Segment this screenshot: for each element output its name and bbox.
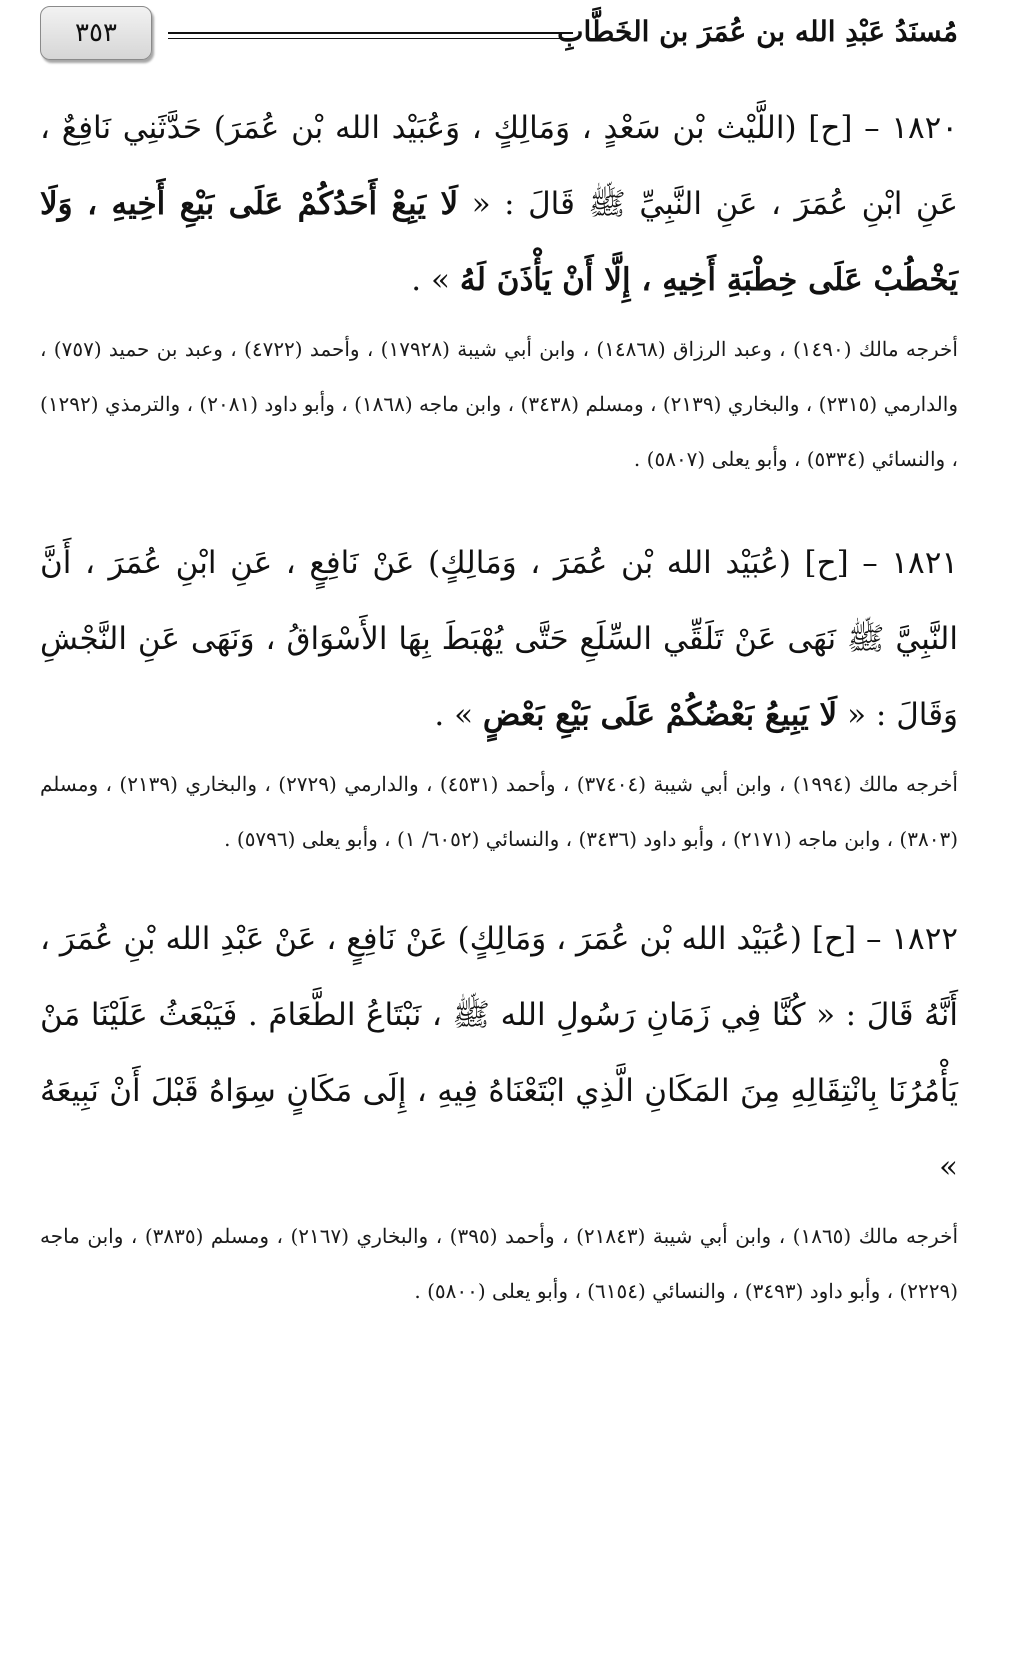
page-number: ٣٥٣ — [75, 18, 117, 48]
takhrij-note: أخرجه مالك (١٩٩٤) ، وابن أبي شيبة (٣٧٤٠٤) ، وأحمد (٤٥٣١) ، والدارمي (٢٧٢٩) ، والبخاري (٢١٣٩) ، ومسلم (٣٨٠٣) ، وابن ماجه (٢١٧١) ، وأبو داود (٣٤٣٦) ، والنسائي (٦٠٥٢/ ١) ، وأبو يعلى (٥٧٩٦) . — [40, 772, 958, 851]
hadith-text — [40, 90, 958, 318]
page-header — [40, 6, 958, 66]
hadith-matn: لَا يَبِعْ أَحَدُكُمْ عَلَى بَيْعِ أَخِيهِ ، وَلَا يَخْطُبْ عَلَى خِطْبَةِ أَخِيهِ ، إِلَّا أَنْ يَأْذَنَ لَهُ — [40, 186, 958, 298]
hadith-1821 — [40, 525, 958, 867]
takhrij-note: أخرجه مالك (١٤٩٠) ، وعبد الرزاق (١٤٨٦٨) ، وابن أبي شيبة (١٧٩٢٨) ، وأحمد (٤٧٢٢) ، وعبد بن حميد (٧٥٧) ، والدارمي (٢٣١٥) ، والبخاري (٢١٣٩) ، ومسلم (٣٤٣٨) ، وابن ماجه (١٨٦٨) ، وأبو داود (٢٠٨١) ، والترمذي (١٢٩٢) ، والنسائي (٥٣٣٤) ، وأبو يعلى (٥٨٠٧) . — [40, 337, 958, 471]
takhrij-note: أخرجه مالك (١٨٦٥) ، وابن أبي شيبة (٢١٨٤٣) ، وأحمد (٣٩٥) ، والبخاري (٢١٦٧) ، ومسلم (٣٨٣٥) ، وابن ماجه (٢٢٢٩) ، وأبو داود (٣٤٩٣) ، والنسائي (٦١٥٤) ، وأبو يعلى (٥٨٠٠) . — [40, 1224, 959, 1303]
page-content — [40, 90, 958, 1319]
hadith-number: ١٨٢٠ – — [864, 110, 958, 146]
hadith-closing: » . — [411, 262, 450, 298]
hadith-number: ١٨٢٢ – — [865, 921, 958, 957]
spacer — [40, 487, 958, 525]
hadith-1820 — [40, 90, 958, 487]
page-number-tab — [40, 6, 152, 60]
hadith-closing: » . — [434, 697, 474, 733]
running-title: مُسنَدُ عَبْدِ الله بن عُمَرَ بن الخَطَّابِ — [557, 15, 958, 48]
hadith-matn: لَا يَبِيعُ بَعْضُكُمْ عَلَى بَيْعِ بَعْضٍ — [482, 697, 838, 733]
spacer — [40, 867, 958, 901]
hadith-isnad: [ح] (اللَّيْث بْن سَعْدٍ ، وَمَالِكٍ ، وَعُبَيْد الله بْن عُمَرَ) حَدَّثَنِي نَافِعٌ ، عَنِ ابْنِ عُمَرَ ، عَنِ النَّبِيِّ ﷺ قَالَ : « — [40, 110, 959, 222]
hadith-1822 — [40, 901, 958, 1319]
hadith-isnad: [ح] (عُبَيْد الله بْن عُمَرَ ، وَمَالِكٍ) عَنْ نَافِعٍ ، عَنِ ابْنِ عُمَرَ ، أَنَّ النَّبِيَّ ﷺ نَهَى عَنْ تَلَقِّي السِّلَعِ حَتَّى يُهْبَطَ بِهَا الأَسْوَاقُ ، وَنَهَى عَنِ النَّجْشِ وَقَالَ : « — [40, 545, 958, 733]
hadith-text — [40, 525, 958, 753]
hadith-text — [40, 901, 958, 1205]
hadith-isnad: [ح] (عُبَيْد الله بْن عُمَرَ ، وَمَالِكٍ) عَنْ نَافِعٍ ، عَنْ عَبْدِ الله بْنِ عُمَرَ ، أَنَّهُ قَالَ : « كُنَّا فِي زَمَانِ رَسُولِ الله ﷺ ، نَبْتَاعُ الطَّعَامَ . فَيَبْعَثُ عَلَيْنَا مَنْ يَأْمُرُنَا بِانْتِقَالِهِ مِنَ المَكَانِ الَّذِي ابْتَعْنَاهُ فِيهِ ، إِلَى مَكَانٍ سِوَاهُ قَبْلَ أَنْ نَبِيعَهُ » — [40, 921, 958, 1185]
hadith-number: ١٨٢١ – — [862, 545, 958, 581]
header-rule — [168, 32, 573, 39]
